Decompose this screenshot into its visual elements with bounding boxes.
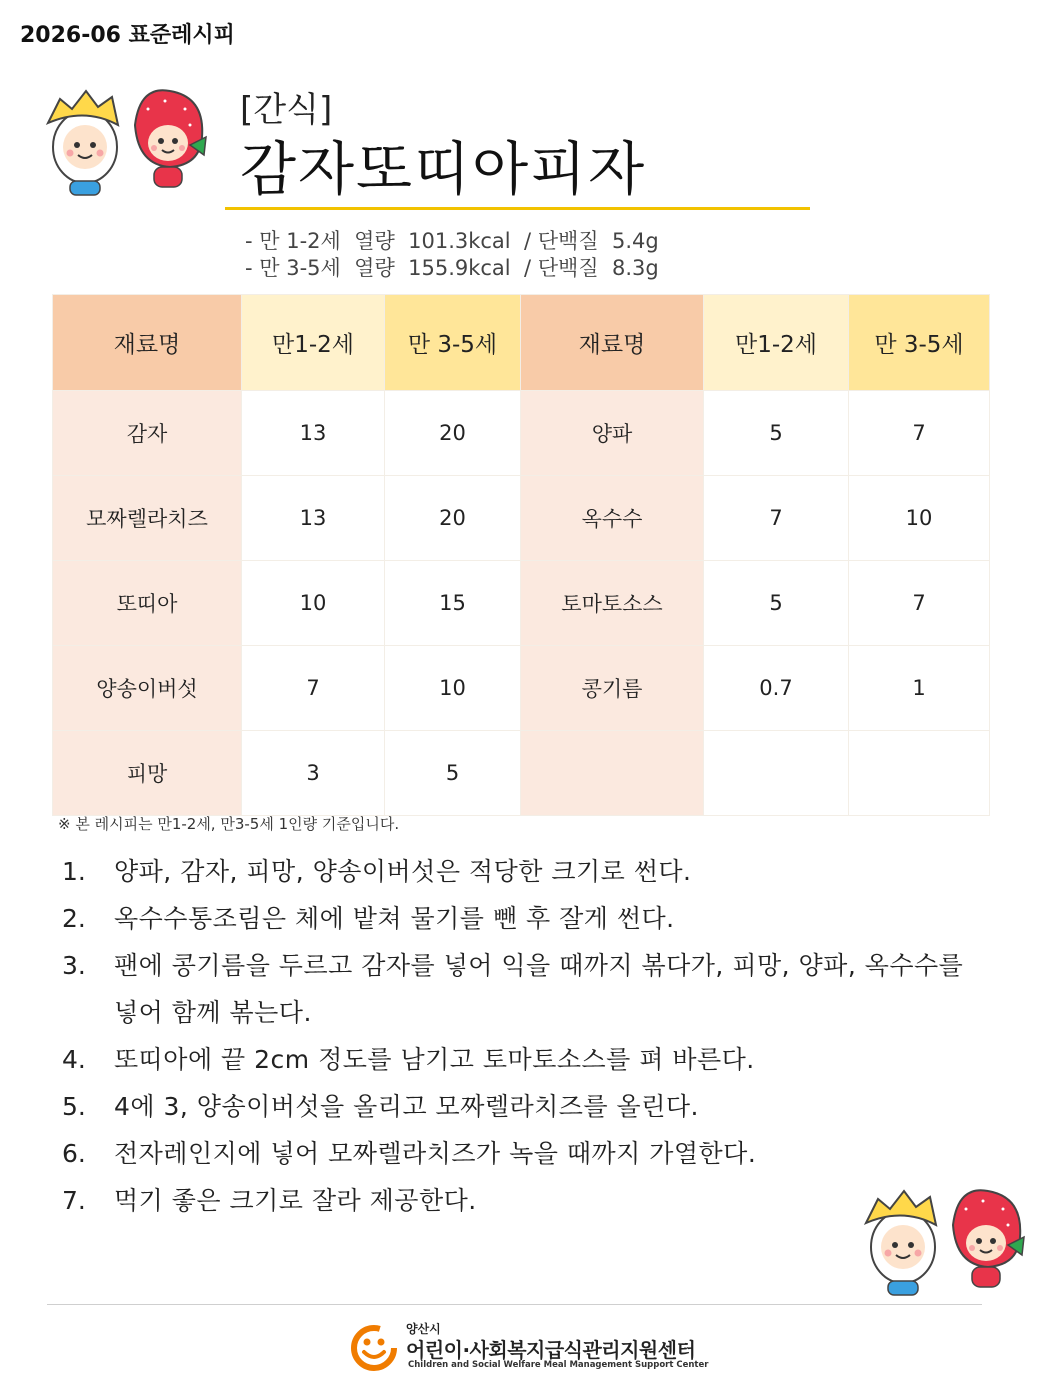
recipe-category: [간식]: [240, 90, 333, 130]
amount-1-2: 7: [242, 646, 385, 731]
step-text: 전자레인지에 넣어 모짜렐라치즈가 녹을 때까지 가열한다.: [114, 1139, 757, 1168]
amount-1-2: 7: [704, 476, 849, 561]
footer-city: 양산시: [406, 1322, 441, 1336]
amount-3-5: 7: [849, 561, 990, 646]
step-text: 먹기 좋은 크기로 잘라 제공한다.: [114, 1186, 477, 1215]
amount-1-2: 13: [242, 391, 385, 476]
step-number: 4.: [62, 1045, 86, 1074]
list-item: [62, 895, 982, 942]
list-item: [62, 1130, 982, 1177]
strawberry-mascot-icon: [135, 90, 206, 187]
recipe-steps: [62, 848, 982, 1224]
amount-1-2: 0.7: [704, 646, 849, 731]
table-row: [53, 731, 990, 816]
amount-3-5: 20: [385, 391, 521, 476]
amount-3-5: 15: [385, 561, 521, 646]
header-ingredient: 재료명: [53, 295, 242, 391]
list-item: [62, 1177, 982, 1224]
step-number: 1.: [62, 857, 86, 886]
nutrition-line-3-5: - 만 3-5세 열량 155.9kcal / 단백질 8.3g: [245, 256, 659, 280]
smile-logo-icon: [350, 1324, 404, 1372]
ingredient-name: 감자: [53, 391, 242, 476]
amount-1-2: [704, 731, 849, 816]
amount-3-5: 7: [849, 391, 990, 476]
ingredient-name: 모짜렐라치즈: [53, 476, 242, 561]
ingredient-name: 양송이버섯: [53, 646, 242, 731]
amount-3-5: 20: [385, 476, 521, 561]
amount-3-5: 1: [849, 646, 990, 731]
ingredient-name: 콩기름: [521, 646, 704, 731]
ingredient-table: [52, 294, 990, 816]
amount-1-2: 5: [704, 391, 849, 476]
header-age-3-5: 만 3-5세: [385, 295, 521, 391]
footer-center-name-en: Children and Social Welfare Meal Management Support Center: [408, 1360, 709, 1370]
amount-3-5: 10: [849, 476, 990, 561]
step-number: 6.: [62, 1139, 86, 1168]
step-number: 5.: [62, 1092, 86, 1121]
egg-mascot-icon: [866, 1191, 936, 1295]
mascot-illustration: [40, 85, 220, 205]
step-text: 4에 3, 양송이버섯을 올리고 모짜렐라치즈를 올린다.: [114, 1092, 699, 1121]
step-text: 또띠아에 끝 2cm 정도를 남기고 토마토소스를 펴 바른다.: [114, 1045, 755, 1074]
list-item: [62, 942, 982, 1036]
ingredient-name: 양파: [521, 391, 704, 476]
amount-1-2: 10: [242, 561, 385, 646]
header-age-1-2: 만1-2세: [704, 295, 849, 391]
strawberry-mascot-icon: [953, 1190, 1024, 1287]
serving-note: ※ 본 레시피는 만1-2세, 만3-5세 1인량 기준입니다.: [58, 815, 400, 833]
table-row: [53, 391, 990, 476]
header-age-1-2: 만1-2세: [242, 295, 385, 391]
ingredient-name: 옥수수: [521, 476, 704, 561]
amount-3-5: 5: [385, 731, 521, 816]
table-header-row: [53, 295, 990, 391]
step-text: 옥수수통조림은 체에 밭쳐 물기를 뺀 후 잘게 썬다.: [114, 904, 675, 933]
footer-center-name: 어린이·사회복지급식관리지원센터: [406, 1338, 696, 1362]
footer-divider: [47, 1304, 982, 1305]
list-item: [62, 1036, 982, 1083]
amount-1-2: 3: [242, 731, 385, 816]
recipe-title: 감자또띠아피자: [240, 135, 647, 203]
document-label: 2026-06 표준레시피: [20, 23, 235, 48]
amount-1-2: 5: [704, 561, 849, 646]
ingredient-name: 피망: [53, 731, 242, 816]
table-row: [53, 561, 990, 646]
table-row: [53, 476, 990, 561]
ingredient-name: 토마토소스: [521, 561, 704, 646]
step-number: 3.: [62, 951, 86, 980]
header-age-3-5: 만 3-5세: [849, 295, 990, 391]
list-item: [62, 1083, 982, 1130]
footer-logo-block: [350, 1320, 710, 1375]
amount-3-5: 10: [385, 646, 521, 731]
step-number: 7.: [62, 1186, 86, 1215]
nutrition-line-1-2: - 만 1-2세 열량 101.3kcal / 단백질 5.4g: [245, 229, 659, 253]
step-text: 팬에 콩기름을 두르고 감자를 넣어 익을 때까지 볶다가, 피망, 양파, 옥수수를 넣어 함께 볶는다.: [114, 951, 964, 1027]
header-ingredient: 재료명: [521, 295, 704, 391]
step-text: 양파, 감자, 피망, 양송이버섯은 적당한 크기로 썬다.: [114, 857, 692, 886]
ingredient-name: 또띠아: [53, 561, 242, 646]
table-row: [53, 646, 990, 731]
egg-mascot-icon: [48, 91, 118, 195]
amount-1-2: 13: [242, 476, 385, 561]
list-item: [62, 848, 982, 895]
amount-3-5: [849, 731, 990, 816]
step-number: 2.: [62, 904, 86, 933]
mascot-illustration: [858, 1185, 1038, 1305]
title-underline: [225, 207, 810, 210]
ingredient-name: [521, 731, 704, 816]
